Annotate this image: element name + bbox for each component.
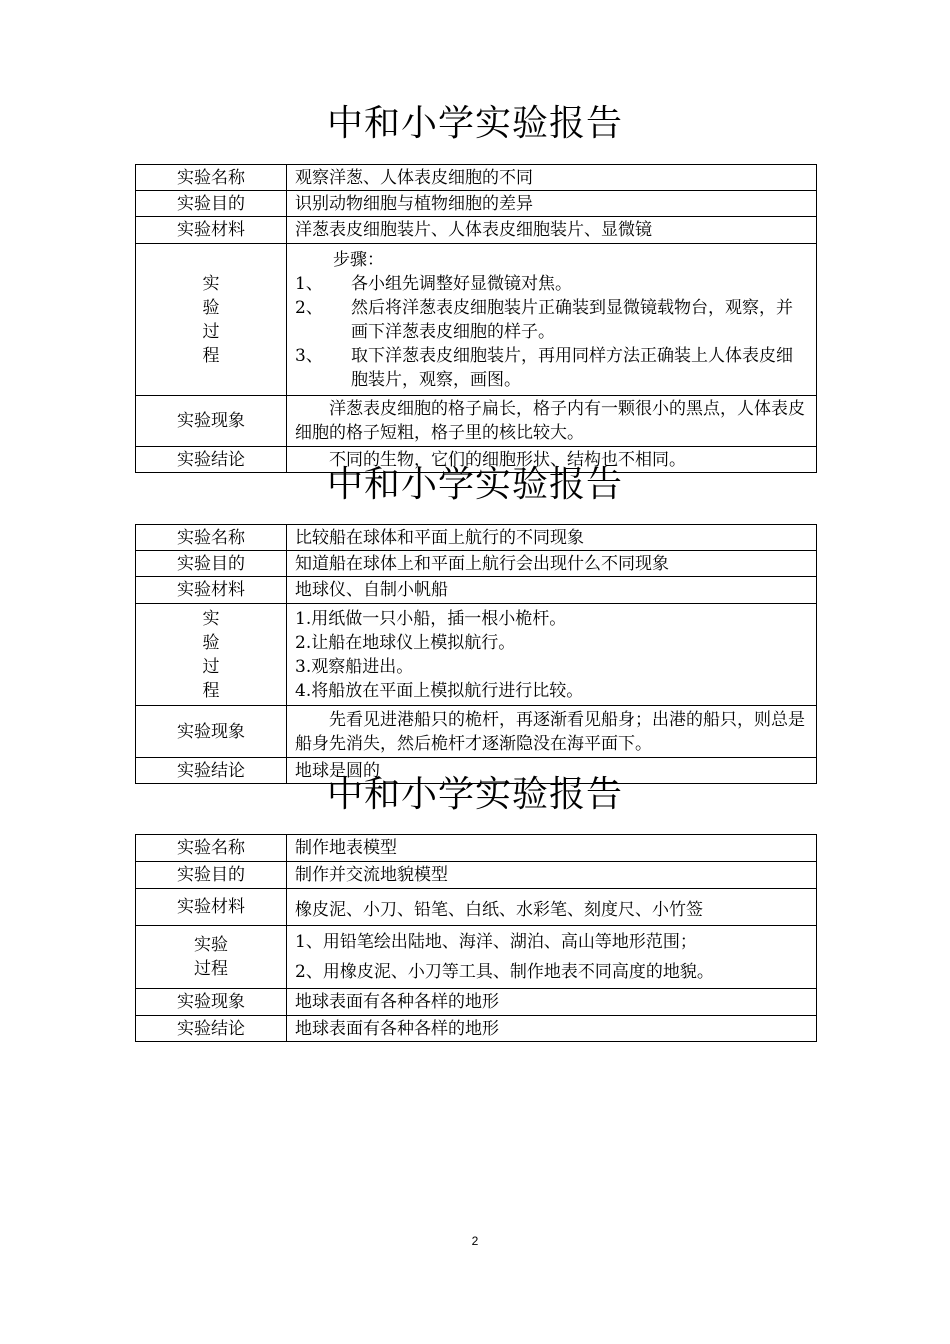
experiment-phenomenon: 洋葱表皮细胞的格子扁长，格子内有一颗很小的黑点，人体表皮细胞的格子短粗，格子里的核比较大。 bbox=[287, 396, 817, 447]
table-row bbox=[136, 1016, 817, 1042]
conclusion-label: 实验结论 bbox=[136, 447, 287, 473]
experiment-process bbox=[287, 926, 817, 989]
process-step: 2、用橡皮泥、小刀等工具、制作地表不同高度的地貌。 bbox=[295, 962, 714, 982]
phenomenon-label: 实验现象 bbox=[136, 989, 287, 1016]
purpose-label: 实验目的 bbox=[136, 862, 287, 889]
experiment-process bbox=[287, 244, 817, 396]
process-step: 3、 取下洋葱表皮细胞装片，再用同样方法正确装上人体表皮细胞装片，观察，画图。 bbox=[295, 345, 793, 390]
process-step: 1、用铅笔绘出陆地、海洋、湖泊、高山等地形范围； bbox=[295, 932, 697, 952]
report-2-title: 中和小学实验报告 bbox=[326, 464, 623, 505]
process-step: 3.观察船进出。 bbox=[295, 656, 414, 677]
table-row bbox=[136, 862, 817, 889]
experiment-process bbox=[287, 604, 817, 706]
purpose-label: 实验目的 bbox=[136, 551, 287, 577]
phenomenon-label: 实验现象 bbox=[136, 706, 287, 758]
table-row bbox=[136, 577, 817, 604]
process-step: 2、 然后将洋葱表皮细胞装片正确装到显微镜载物台，观察，并画下洋葱表皮细胞的样子。 bbox=[295, 297, 793, 342]
process-step: 4.将船放在平面上模拟航行进行比较。 bbox=[295, 680, 584, 701]
process-label: 实 验 过 程 bbox=[136, 604, 287, 706]
experiment-conclusion: 不同的生物，它们的细胞形状、结构也不相同。 bbox=[287, 447, 817, 473]
materials-label: 实验材料 bbox=[136, 577, 287, 604]
report-2-table bbox=[135, 524, 817, 784]
table-row bbox=[136, 165, 817, 191]
process-label: 实验 过程 bbox=[136, 926, 287, 989]
experiment-purpose: 识别动物细胞与植物细胞的差异 bbox=[287, 191, 817, 217]
table-row bbox=[136, 926, 817, 989]
experiment-purpose: 制作并交流地貌模型 bbox=[287, 862, 817, 889]
table-row bbox=[136, 604, 817, 706]
process-step: 1.用纸做一只小船，插一根小桅杆。 bbox=[295, 608, 567, 629]
name-label: 实验名称 bbox=[136, 835, 287, 862]
experiment-materials: 洋葱表皮细胞装片、人体表皮细胞装片、显微镜 bbox=[287, 217, 817, 244]
table-row bbox=[136, 889, 817, 926]
experiment-materials: 橡皮泥、小刀、铅笔、白纸、水彩笔、刻度尺、小竹签 bbox=[287, 889, 817, 926]
phenomenon-label: 实验现象 bbox=[136, 396, 287, 447]
experiment-conclusion: 地球表面有各种各样的地形 bbox=[287, 1016, 817, 1042]
experiment-conclusion: 地球是圆的 bbox=[287, 758, 817, 784]
purpose-label: 实验目的 bbox=[136, 191, 287, 217]
table-row bbox=[136, 191, 817, 217]
experiment-materials: 地球仪、自制小帆船 bbox=[287, 577, 817, 604]
conclusion-label: 实验结论 bbox=[136, 758, 287, 784]
process-step: 1、 各小组先调整好显微镜对焦。 bbox=[295, 273, 572, 294]
page-number: 2 bbox=[471, 1234, 479, 1248]
name-label: 实验名称 bbox=[136, 525, 287, 551]
table-row bbox=[136, 835, 817, 862]
experiment-name: 制作地表模型 bbox=[287, 835, 817, 862]
table-row bbox=[136, 396, 817, 447]
process-label: 实 验 过 程 bbox=[136, 244, 287, 396]
conclusion-label: 实验结论 bbox=[136, 1016, 287, 1042]
experiment-name: 比较船在球体和平面上航行的不同现象 bbox=[287, 525, 817, 551]
table-row bbox=[136, 706, 817, 758]
experiment-phenomenon: 先看见进港船只的桅杆，再逐渐看见船身；出港的船只，则总是船身先消失，然后桅杆才逐渐隐没在海平面下。 bbox=[287, 706, 817, 758]
process-heading: 步骤： bbox=[333, 249, 384, 270]
table-row bbox=[136, 989, 817, 1016]
table-row bbox=[136, 551, 817, 577]
name-label: 实验名称 bbox=[136, 165, 287, 191]
process-step: 2.让船在地球仪上模拟航行。 bbox=[295, 632, 516, 653]
experiment-purpose: 知道船在球体上和平面上航行会出现什么不同现象 bbox=[287, 551, 817, 577]
materials-label: 实验材料 bbox=[136, 217, 287, 244]
table-row bbox=[136, 525, 817, 551]
report-3-title: 中和小学实验报告 bbox=[326, 774, 623, 815]
table-row bbox=[136, 244, 817, 396]
materials-label: 实验材料 bbox=[136, 889, 287, 926]
report-1-table bbox=[135, 164, 817, 473]
experiment-name: 观察洋葱、人体表皮细胞的不同 bbox=[287, 165, 817, 191]
report-1-title: 中和小学实验报告 bbox=[326, 103, 623, 144]
report-3-table bbox=[135, 834, 817, 1042]
experiment-phenomenon: 地球表面有各种各样的地形 bbox=[287, 989, 817, 1016]
table-row bbox=[136, 217, 817, 244]
